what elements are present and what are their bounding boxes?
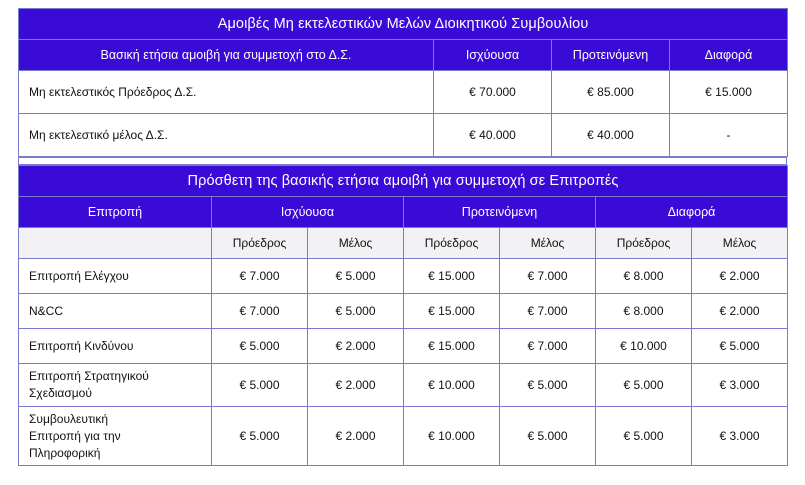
section2-header-proposed: Προτεινόμενη xyxy=(404,197,596,228)
subheader-proposed-member: Μέλος xyxy=(500,228,596,259)
row-current-member: € 2.000 xyxy=(308,364,404,407)
section2-header-committee: Επιτροπή xyxy=(19,197,212,228)
row-difference-member: € 2.000 xyxy=(692,259,788,294)
section2-header-difference: Διαφορά xyxy=(596,197,788,228)
row-difference: - xyxy=(670,114,788,157)
row-difference-chair: € 8.000 xyxy=(596,294,692,329)
table-row xyxy=(19,71,788,114)
spacer-cell xyxy=(19,158,787,165)
row-difference-member: € 3.000 xyxy=(692,364,788,407)
row-proposed-member: € 7.000 xyxy=(500,294,596,329)
row-current-member: € 5.000 xyxy=(308,294,404,329)
row-proposed: € 40.000 xyxy=(552,114,670,157)
row-label: N&CC xyxy=(19,294,212,329)
row-difference: € 15.000 xyxy=(670,71,788,114)
row-difference-chair: € 5.000 xyxy=(596,407,692,466)
row-label-line: Πληροφορική xyxy=(29,445,101,460)
section1-header-proposed: Προτεινόμενη xyxy=(552,40,670,71)
table-row xyxy=(19,294,788,329)
row-label xyxy=(19,407,212,466)
table-row xyxy=(19,259,788,294)
subheader-proposed-chair: Πρόεδρος xyxy=(404,228,500,259)
row-difference-chair: € 10.000 xyxy=(596,329,692,364)
section1-header-difference: Διαφορά xyxy=(670,40,788,71)
row-difference-chair: € 8.000 xyxy=(596,259,692,294)
section2-title-row xyxy=(19,166,788,197)
row-label: Μη εκτελεστικός Πρόεδρος Δ.Σ. xyxy=(19,71,434,114)
spacer-row xyxy=(19,158,787,165)
section1-header-base-fee: Βασική ετήσια αμοιβή για συμμετοχή στο Δ.Σ. xyxy=(19,40,434,71)
row-difference-member: € 5.000 xyxy=(692,329,788,364)
row-current-member: € 2.000 xyxy=(308,329,404,364)
row-label-line: Σχεδιασμού xyxy=(29,386,92,400)
row-difference-chair: € 5.000 xyxy=(596,364,692,407)
section2-header-row xyxy=(19,197,788,228)
row-proposed-member: € 7.000 xyxy=(500,259,596,294)
row-current: € 70.000 xyxy=(434,71,552,114)
row-label: Μη εκτελεστικό μέλος Δ.Σ. xyxy=(19,114,434,157)
row-current-chair: € 5.000 xyxy=(212,329,308,364)
row-proposed-member: € 5.000 xyxy=(500,407,596,466)
board-fees-table xyxy=(18,8,788,157)
committee-fees-table xyxy=(18,165,788,466)
table-row xyxy=(19,364,788,407)
row-proposed-chair: € 10.000 xyxy=(404,407,500,466)
row-proposed-member: € 7.000 xyxy=(500,329,596,364)
spacer-table xyxy=(18,157,787,165)
subheader-current-member: Μέλος xyxy=(308,228,404,259)
row-current-chair: € 7.000 xyxy=(212,259,308,294)
row-current-chair: € 5.000 xyxy=(212,407,308,466)
row-difference-member: € 2.000 xyxy=(692,294,788,329)
section2-header-current: Ισχύουσα xyxy=(212,197,404,228)
section1-title: Αμοιβές Μη εκτελεστικών Μελών Διοικητικού Συμβουλίου xyxy=(19,9,788,40)
section1-header-current: Ισχύουσα xyxy=(434,40,552,71)
row-current: € 40.000 xyxy=(434,114,552,157)
subheader-empty xyxy=(19,228,212,259)
row-proposed-chair: € 15.000 xyxy=(404,329,500,364)
row-current-chair: € 5.000 xyxy=(212,364,308,407)
section1-title-row xyxy=(19,9,788,40)
row-label-line: Επιτροπή Στρατηγικού xyxy=(29,369,149,383)
row-difference-member: € 3.000 xyxy=(692,407,788,466)
row-current-member: € 5.000 xyxy=(308,259,404,294)
row-label xyxy=(19,364,212,407)
table-row xyxy=(19,407,788,466)
subheader-difference-chair: Πρόεδρος xyxy=(596,228,692,259)
section2-title: Πρόσθετη της βασικής ετήσια αμοιβή για συμμετοχή σε Επιτροπές xyxy=(19,166,788,197)
table-row xyxy=(19,329,788,364)
row-label: Επιτροπή Κινδύνου xyxy=(19,329,212,364)
section1-header-row xyxy=(19,40,788,71)
table-row xyxy=(19,114,788,157)
subheader-current-chair: Πρόεδρος xyxy=(212,228,308,259)
row-label: Επιτροπή Ελέγχου xyxy=(19,259,212,294)
row-proposed-member: € 5.000 xyxy=(500,364,596,407)
row-proposed-chair: € 15.000 xyxy=(404,259,500,294)
row-proposed: € 85.000 xyxy=(552,71,670,114)
row-current-member: € 2.000 xyxy=(308,407,404,466)
row-current-chair: € 7.000 xyxy=(212,294,308,329)
subheader-difference-member: Μέλος xyxy=(692,228,788,259)
row-proposed-chair: € 10.000 xyxy=(404,364,500,407)
section2-subheader-row xyxy=(19,228,788,259)
row-label-line: Συμβουλευτική xyxy=(29,411,109,426)
row-label-line: Επιτροπή για την xyxy=(29,428,121,443)
row-proposed-chair: € 15.000 xyxy=(404,294,500,329)
